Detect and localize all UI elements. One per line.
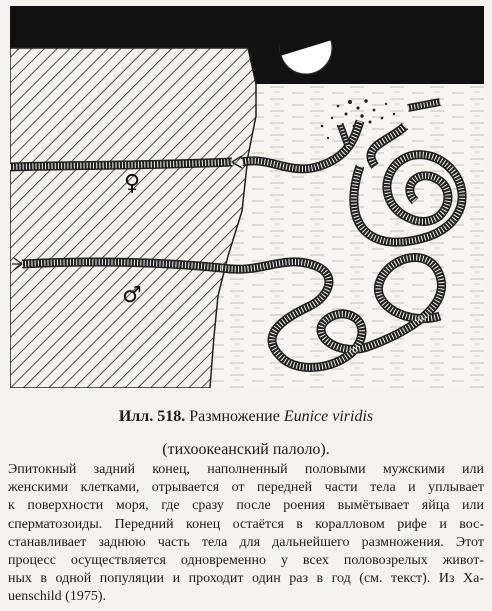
caption-line: Эпитокный задний конец, наполненный половыми мужскими или (8, 462, 484, 477)
female-symbol: ♀ (123, 171, 141, 196)
figure-label: Илл. 518. (118, 408, 186, 425)
caption-line: uenschild (1975). (8, 589, 106, 605)
caption-line: станавливает заднюю часть тела для дальнейшего размножения. Этот (8, 534, 484, 550)
caption-line: женскими клетками, отрывается от передней части тела и уплывает (8, 480, 484, 496)
caption-line: процесс осуществляется одновременно у всех половозрелых живот- (8, 553, 484, 569)
male-symbol: ♂ (122, 283, 142, 308)
caption-line: сперматозоиды. Передний конец остаётся в коралловом рифе и вос- (8, 516, 484, 532)
figure-caption-title (0, 407, 492, 427)
figure-title: Размножение (189, 408, 280, 425)
figure-caption-subtitle: (тихоокеанский палоло). (162, 441, 330, 458)
figure-caption-body (8, 461, 484, 607)
species-name: Eunice viridis (283, 408, 374, 425)
illustration-figure (10, 6, 484, 388)
caption-line: ных в одной популяции и проходит один раз в год (см. текст). Из Ха- (8, 571, 484, 587)
moon-icon (280, 18, 332, 74)
caption-line: к поверхности моря, где сразу после роения вымётывает яйца или (8, 498, 484, 514)
female-worm-anterior (10, 162, 232, 167)
